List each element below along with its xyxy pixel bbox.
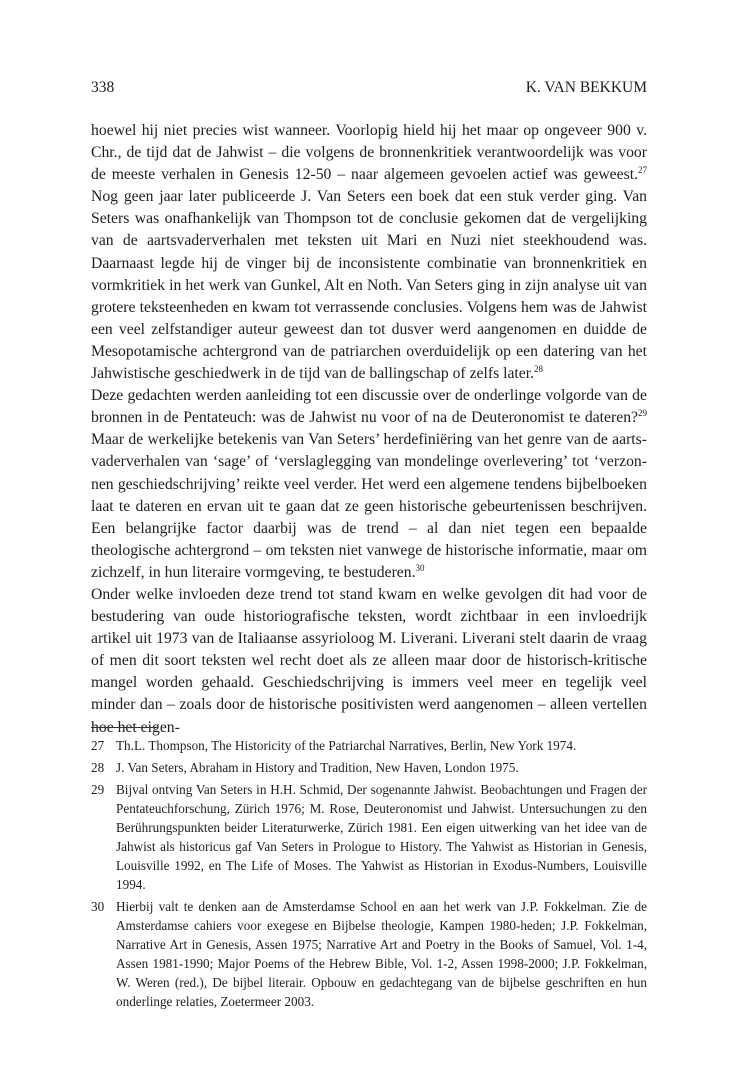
footnote-number: 28 [91,760,105,775]
footnote-28 [91,758,647,777]
paragraph-3 [91,584,647,739]
footnote-30 [91,897,647,1011]
page-number: 338 [91,79,115,96]
paragraph-1-text-2: Nog geen jaar later publiceerde J. Van Seters een boek dat een stuk verder ging. Van Seters was onafhankelijk van Thompson tot de conclusie gekomen dat de vergelijking van de aartsvaderverhalen met teksten uit Mari en Nuzi niet steekhoudend was. Daarnaast legde hij de vinger bij de inconsistente combinatie van bronnenkritiek en vormkritiek in het werk van Gunkel, Alt en Noth. Van Seters ging in zijn analyse uit van grotere teksteenheden en kwam tot verrassende conclusies. Volgens hem was de Jahwist een veel zelfstandiger auteur geweest dan tot dusver werd aangenomen en duidde de Mesopotamische achtergrond van de patriarchen overduidelijk op een datering van het Jahwistische geschiedwerk in de tijd van de ballingschap of zelfs later. [91,188,647,383]
body-text [91,120,647,739]
footnote-text: Hierbij valt te denken aan de Amsterdamse School en aan het werk van J.P. Fokkelman. Zie de Amsterdamse cahiers voor exegese en Bijbelse theologie, Kampen 1980-heden; J.P. Fokkelman, Narrative Art in Genesis, Assen 1975; Narrative Art and Poetry in the Books of Samuel, Vol. 1-4, Assen 1981-1990; Major Poems of the Hebrew Bible, Vol. 1-2, Assen 1998-2000; J.P. Fokkelman, W. Weren (red.), De bijbel literair. Opbouw en gedachtegang van de bijbelse geschriften en hun onderlinge relaties, Zoetermeer 2003. [116,899,647,1009]
footnote-29 [91,780,647,894]
footnote-number: 29 [91,782,105,797]
paragraph-2-text-1: Deze gedachten werden aanleiding tot een discussie over de onderlinge volgorde van de bronnen in de Pentateuch: was de Jahwist nu voor of na de Deuteronomist te dateren? [91,387,647,427]
paragraph-1 [91,120,647,385]
footnotes [91,736,647,1014]
footnote-text: J. Van Seters, Abraham in History and Tradition, New Haven, London 1975. [116,760,519,775]
footnote-number: 30 [91,899,105,914]
paragraph-2 [91,385,647,584]
footnote-ref-30: 30 [415,562,425,573]
footnote-separator [91,727,158,728]
footnote-number: 27 [91,738,105,753]
running-head [91,79,647,97]
footnote-ref-29: 29 [638,408,647,419]
paragraph-3-text-1: Onder welke invloeden deze trend tot stand kwam en welke gevolgen dit had voor de bestudering van oude historiografische teksten, wordt zichtbaar in een invloedrijk artikel uit 1973 van de Italiaanse assyrioloog M. Liverani. Liverani stelt daarin de vraag of men dit soort teksten wel recht doet als ze alleen maar door de historisch-kritische mangel worden gehaald. Geschiedschrijving is immers veel meer en tegelijk veel minder dan – zoals door de historische positivisten werd aangenomen – alleen vertellen hoe het eigen- [91,585,647,736]
footnote-27 [91,736,647,755]
paragraph-1-text-1: hoewel hij niet precies wist wanneer. Voorlopig hield hij het maar op ongeveer 900 v. Chr., de tijd dat de Jahwist – die volgens de bronnenkritiek verantwoordelijk was voor de meeste verhalen in Genesis 12-50 – naar algemeen gevoelen actief was geweest. [91,122,647,184]
footnote-ref-27: 27 [638,165,647,176]
running-head-author: K. VAN BEKKUM [525,79,647,96]
footnote-text: Th.L. Thompson, The Historicity of the Patriarchal Narratives, Berlin, New York 1974. [116,738,577,753]
footnote-ref-28: 28 [534,364,544,375]
paragraph-2-text-2: Maar de werkelijke betekenis van Van Seters’ herdefiniëring van het genre van de aarts-vaderverhalen van ‘sage’ of ‘verslaglegging van mondelinge overlevering’ tot ‘verzon-nen geschiedschrijving’ reikte veel verder. Het werd een algemene tendens bijbelboeken laat te dateren en ervan uit te gaan dat ze geen historische gebeurtenissen beschrijven. Een belangrijke factor daarbij was de trend – al dan niet tegen een bepaalde theologische achtergrond – om teksten niet vanwege de historische informatie, maar om zichzelf, in hun literaire vormgeving, te bestuderen. [91,431,647,581]
footnote-text: Bijval ontving Van Seters in H.H. Schmid, Der sogenannte Jahwist. Beobachtungen und Fragen der Pentateuchforschung, Zürich 1976; M. Rose, Deuteronomist und Jahwist. Untersuchungen zu den Berührungspunkten beider Literaturwerke, Zürich 1981. Een eigen uitwerking van het idee van de Jahwist als historicus gaf Van Seters in Prologue to History. The Yahwist as Historian in Genesis, Louisville 1992, en The Life of Moses. The Yahwist as Historian in Exodus-Numbers, Louisville 1994. [116,782,647,892]
